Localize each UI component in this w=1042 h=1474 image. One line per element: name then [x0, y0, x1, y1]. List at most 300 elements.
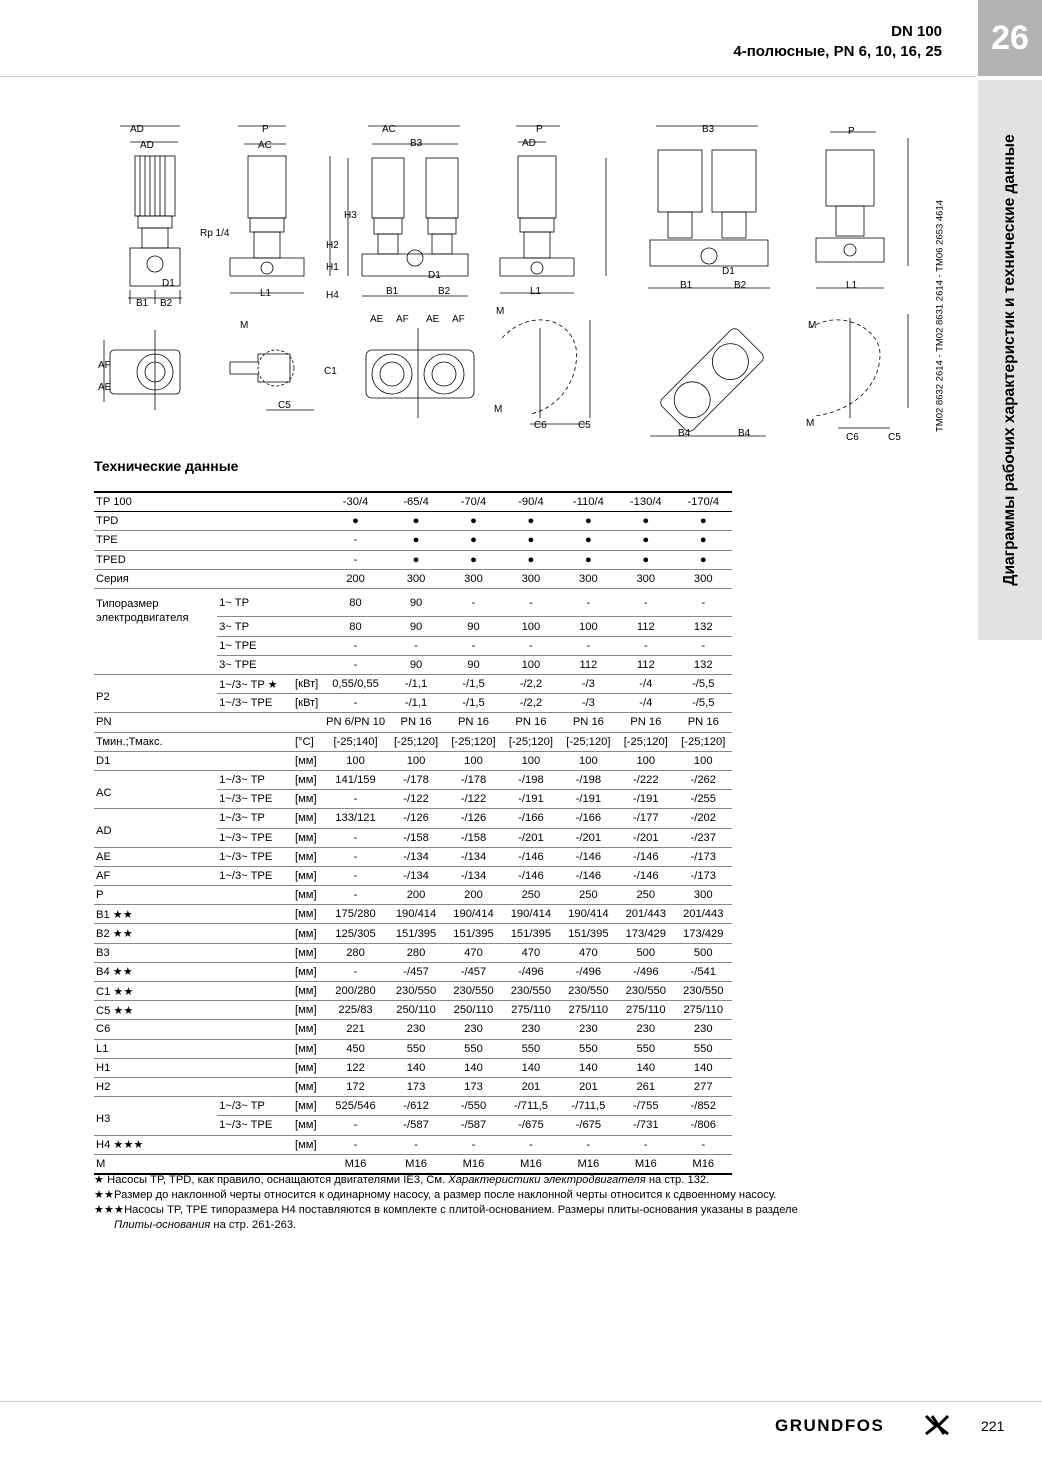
drawing-front-tpe: [648, 126, 770, 436]
table-cell: [293, 512, 324, 531]
table-cell: -: [617, 1135, 674, 1154]
table-cell: -/1,1: [387, 694, 444, 713]
table-cell: H1: [94, 1058, 217, 1077]
table-cell: -: [324, 790, 388, 809]
table-cell: -/731: [617, 1116, 674, 1135]
table-cell: 201/443: [617, 905, 674, 924]
table-cell: 90: [445, 655, 502, 674]
table-row: [94, 751, 732, 770]
table-cell: [217, 713, 293, 732]
table-cell: 300: [675, 569, 732, 588]
table-cell: 1~ TP: [217, 588, 293, 617]
table-cell: M16: [675, 1154, 732, 1174]
table-cell: 250/110: [387, 1001, 444, 1020]
table-cell: 140: [502, 1058, 559, 1077]
dim-label-m: M: [240, 320, 249, 331]
table-cell: -/496: [560, 962, 617, 981]
table-cell: -65/4: [387, 492, 444, 512]
table-cell: [кВт]: [293, 694, 324, 713]
spec-table: [94, 491, 732, 1175]
dim-label-h3: H3: [344, 210, 357, 221]
table-cell: [217, 550, 293, 569]
table-cell: P2: [96, 690, 110, 703]
table-cell: [217, 751, 293, 770]
table-cell: -/134: [445, 866, 502, 885]
table-cell: [217, 512, 293, 531]
table-cell: TPED: [94, 550, 217, 569]
table-cell: 225/83: [324, 1001, 388, 1020]
dim-label-h1: H1: [326, 262, 339, 273]
table-cell: -/177: [617, 809, 674, 828]
table-cell: -/222: [617, 770, 674, 789]
table-cell: 525/546: [324, 1097, 388, 1116]
table-cell: 1~/3~ TPE: [217, 847, 293, 866]
table-cell: -: [387, 636, 444, 655]
table-cell: 261: [617, 1077, 674, 1096]
table-cell: 173/429: [617, 924, 674, 943]
table-cell: -/146: [560, 866, 617, 885]
table-cell: -/550: [445, 1097, 502, 1116]
table-cell: 300: [675, 886, 732, 905]
table-row: [94, 886, 732, 905]
table-cell: 151/395: [387, 924, 444, 943]
table-cell: 1~/3~ TPE: [217, 828, 293, 847]
table-cell: 100: [324, 751, 388, 770]
table-cell: [217, 531, 293, 550]
table-cell: 140: [560, 1058, 617, 1077]
table-cell: B1 ★★: [94, 905, 217, 924]
table-cell: B2 ★★: [94, 924, 217, 943]
table-cell: -/4: [617, 675, 674, 694]
table-cell: 1~/3~ TPE: [217, 1116, 293, 1135]
table-cell: 140: [387, 1058, 444, 1077]
table-cell: -/198: [502, 770, 559, 789]
table-row: [94, 924, 732, 943]
table-row: [94, 636, 732, 655]
dim-label-h4: H4: [326, 290, 339, 301]
table-cell: -/675: [502, 1116, 559, 1135]
dim-label-c5-twin: C5: [578, 420, 591, 431]
dim-label-ae-twin: AE: [370, 314, 384, 325]
table-cell: -/201: [502, 828, 559, 847]
dim-label-af-twin: AF: [396, 314, 409, 325]
table-cell: 230: [675, 1020, 732, 1039]
table-cell: -/146: [617, 847, 674, 866]
table-cell: C5 ★★: [94, 1001, 217, 1020]
table-cell: TP 100: [94, 492, 217, 512]
table-cell: -/496: [617, 962, 674, 981]
table-cell: [293, 569, 324, 588]
table-cell: [217, 943, 293, 962]
table-row: [94, 982, 732, 1001]
table-cell: -/178: [445, 770, 502, 789]
dim-label-m-twin: M: [496, 306, 505, 317]
table-cell: 230: [387, 1020, 444, 1039]
dim-label-b1: B1: [136, 298, 149, 309]
table-cell: [мм]: [293, 1135, 324, 1154]
table-row: [94, 847, 732, 866]
table-cell: [мм]: [293, 847, 324, 866]
table-cell: 80: [324, 588, 388, 617]
table-cell: 550: [445, 1039, 502, 1058]
table-cell: 300: [445, 569, 502, 588]
table-cell: [мм]: [293, 828, 324, 847]
grundfos-logo-icon: [924, 1414, 950, 1436]
dim-label-c5-tpe: C5: [888, 432, 901, 443]
table-cell: PN 16: [617, 713, 674, 732]
table-cell: [мм]: [293, 943, 324, 962]
table-cell: 250: [502, 886, 559, 905]
table-cell: ●: [617, 550, 674, 569]
dim-label-b1-tpe: B1: [680, 280, 693, 291]
table-cell: 1~/3~ TPE: [217, 790, 293, 809]
table-cell: -: [560, 1135, 617, 1154]
table-cell: -170/4: [675, 492, 732, 512]
dim-label-d1-tpe: D1: [722, 266, 735, 277]
table-cell: 80: [324, 617, 388, 636]
dim-label-b3-tpe: B3: [702, 124, 715, 135]
table-cell: Тмин.;Тмакс.: [94, 732, 217, 751]
table-cell: 470: [445, 943, 502, 962]
table-cell: 190/414: [560, 905, 617, 924]
table-cell: [217, 924, 293, 943]
table-cell: -/711,5: [502, 1097, 559, 1116]
drawing-side-twin: [500, 126, 606, 424]
table-cell: B4 ★★: [94, 962, 217, 981]
table-cell: [мм]: [293, 1097, 324, 1116]
table-cell: 500: [675, 943, 732, 962]
table-cell: 100: [617, 751, 674, 770]
dim-label-c5: C5: [278, 400, 291, 411]
header-dn: DN 100: [891, 23, 942, 40]
table-cell: AD: [96, 825, 112, 837]
table-row: [94, 866, 732, 885]
table-cell: [94, 636, 217, 655]
table-cell: -/3: [560, 694, 617, 713]
table-cell: 230/550: [502, 982, 559, 1001]
table-cell: [-25;120]: [675, 732, 732, 751]
table-cell: -/122: [387, 790, 444, 809]
table-cell: -/173: [675, 866, 732, 885]
table-cell: -/4: [617, 694, 674, 713]
dim-label-d1-twin: D1: [428, 270, 441, 281]
table-cell: -/675: [560, 1116, 617, 1135]
table-cell: 300: [617, 569, 674, 588]
table-cell: 201/443: [675, 905, 732, 924]
table-row: [94, 1135, 732, 1154]
table-cell: -/202: [675, 809, 732, 828]
table-cell: P: [94, 886, 217, 905]
table-cell: AC: [96, 786, 112, 799]
table-cell: 500: [617, 943, 674, 962]
table-cell: 1~/3~ TP: [217, 1097, 293, 1116]
table-cell: 1~ TPE: [217, 636, 293, 655]
table-cell: -/711,5: [560, 1097, 617, 1116]
table-row: [94, 531, 732, 550]
page-number: 221: [981, 1418, 1005, 1434]
dim-label-rp: Rp 1/4: [200, 228, 230, 239]
table-cell: [217, 492, 293, 512]
table-cell: -: [324, 655, 388, 674]
table-cell: Серия: [94, 569, 217, 588]
table-cell: -/1,5: [445, 675, 502, 694]
table-cell: -: [675, 1135, 732, 1154]
table-cell: 200: [387, 886, 444, 905]
table-cell: -/178: [387, 770, 444, 789]
table-row: [94, 569, 732, 588]
table-cell: 190/414: [445, 905, 502, 924]
table-cell: 201: [560, 1077, 617, 1096]
table-cell: -/173: [675, 847, 732, 866]
table-row: [94, 1097, 732, 1116]
table-cell: -/191: [502, 790, 559, 809]
table-cell: PN 16: [502, 713, 559, 732]
table-cell: 125/305: [324, 924, 388, 943]
dim-label-m-tpe2: M: [806, 418, 815, 429]
table-cell: PN 16: [445, 713, 502, 732]
table-cell: 151/395: [445, 924, 502, 943]
table-cell: [мм]: [293, 809, 324, 828]
table-cell: 200: [324, 569, 388, 588]
table-row: [94, 550, 732, 569]
table-cell: 100: [560, 617, 617, 636]
table-cell: [мм]: [293, 866, 324, 885]
table-cell: 100: [502, 617, 559, 636]
footnote-3-cont: Плиты-основания на стр. 261-263.: [114, 1219, 297, 1231]
table-cell: 140: [445, 1058, 502, 1077]
table-cell: [217, 905, 293, 924]
table-cell: 280: [387, 943, 444, 962]
table-cell: 112: [617, 617, 674, 636]
table-cell: 275/110: [617, 1001, 674, 1020]
drawing-codes: TM02 8632 2614 - TM02 8631 2614 - TM06 2653 4614: [934, 199, 946, 433]
table-cell: [217, 1135, 293, 1154]
table-cell: [-25;120]: [617, 732, 674, 751]
table-cell: -/2,2: [502, 694, 559, 713]
table-cell: -/158: [445, 828, 502, 847]
table-cell: 175/280: [324, 905, 388, 924]
table-cell: -/126: [387, 809, 444, 828]
table-cell: [мм]: [293, 1020, 324, 1039]
table-cell: -/146: [502, 866, 559, 885]
table-cell: 230/550: [387, 982, 444, 1001]
grundfos-logo: GRUNDFOS: [775, 1416, 885, 1435]
table-cell: 300: [502, 569, 559, 588]
table-cell: -/201: [617, 828, 674, 847]
table-cell: 201: [502, 1077, 559, 1096]
table-cell: [217, 569, 293, 588]
table-cell: 100: [560, 751, 617, 770]
table-cell: ●: [560, 512, 617, 531]
table-cell: 90: [387, 655, 444, 674]
table-cell: ●: [445, 512, 502, 531]
table-cell: 230/550: [560, 982, 617, 1001]
table-cell: 151/395: [502, 924, 559, 943]
table-cell: -/457: [445, 962, 502, 981]
table-cell: 151/395: [560, 924, 617, 943]
table-cell: ●: [675, 550, 732, 569]
table-cell: [217, 1058, 293, 1077]
table-cell: TPE: [94, 531, 217, 550]
table-cell: 112: [617, 655, 674, 674]
table-cell: 550: [675, 1039, 732, 1058]
table-cell: TPD: [94, 512, 217, 531]
footer-divider: [0, 1401, 1042, 1402]
table-cell: -130/4: [617, 492, 674, 512]
table-cell: -/134: [387, 847, 444, 866]
dim-label-c6: C6: [534, 420, 547, 431]
table-cell: -/126: [445, 809, 502, 828]
table-cell: -: [675, 588, 732, 617]
table-cell: 230/550: [445, 982, 502, 1001]
table-cell: -/541: [675, 962, 732, 981]
table-cell: 250: [560, 886, 617, 905]
table-cell: 550: [502, 1039, 559, 1058]
table-cell: [°C]: [293, 732, 324, 751]
table-cell: [217, 1154, 293, 1174]
table-cell: H4 ★★★: [94, 1135, 217, 1154]
dim-label-p-twin: P: [536, 124, 543, 135]
table-cell: PN 16: [675, 713, 732, 732]
table-cell: -/146: [560, 847, 617, 866]
table-cell: -/1,1: [387, 675, 444, 694]
table-row: [94, 809, 732, 828]
table-cell: ●: [502, 550, 559, 569]
table-cell: 141/159: [324, 770, 388, 789]
dim-label-b4: B4: [678, 428, 691, 439]
table-cell: -/262: [675, 770, 732, 789]
dim-label-p-tpe: P: [848, 126, 855, 137]
table-cell: -: [324, 847, 388, 866]
table-cell: 173: [387, 1077, 444, 1096]
table-cell: -110/4: [560, 492, 617, 512]
table-row: [94, 675, 732, 694]
table-cell: [мм]: [293, 886, 324, 905]
drawing-front-single: [104, 126, 182, 410]
table-cell: M16: [445, 1154, 502, 1174]
table-cell: [кВт]: [293, 675, 324, 694]
table-cell: 173/429: [675, 924, 732, 943]
table-cell: 300: [560, 569, 617, 588]
dim-label-d1: D1: [162, 278, 175, 289]
table-cell: ●: [675, 531, 732, 550]
table-cell: B3: [94, 943, 217, 962]
header-pn: 4-полюсные, PN 6, 10, 16, 25: [733, 43, 942, 60]
table-cell: -: [675, 636, 732, 655]
dim-label-ac-twin: AC: [382, 124, 396, 135]
table-cell: [217, 1001, 293, 1020]
table-cell: -/3: [560, 675, 617, 694]
table-cell: 275/110: [502, 1001, 559, 1020]
table-cell: 230: [502, 1020, 559, 1039]
table-cell: -: [324, 636, 388, 655]
table-cell: 280: [324, 943, 388, 962]
table-cell: -: [502, 636, 559, 655]
drawing-side-tpe: [810, 132, 908, 428]
table-cell: M16: [617, 1154, 674, 1174]
table-row: [94, 655, 732, 674]
table-cell: PN 6/PN 10: [324, 713, 388, 732]
table-cell: ●: [324, 512, 388, 531]
table-cell: -: [502, 588, 559, 617]
table-cell: -/191: [617, 790, 674, 809]
table-cell: PN: [94, 713, 217, 732]
dim-label-ad-twin: AD: [522, 138, 536, 149]
table-cell: ●: [675, 512, 732, 531]
table-cell: 275/110: [675, 1001, 732, 1020]
table-cell: 230: [445, 1020, 502, 1039]
table-cell: 100: [387, 751, 444, 770]
table-cell: [293, 655, 324, 674]
table-cell: 140: [617, 1058, 674, 1077]
table-cell: 133/121: [324, 809, 388, 828]
dim-label-c6-tpe: C6: [846, 432, 859, 443]
table-cell: -/166: [502, 809, 559, 828]
dim-label-b1-twin: B1: [386, 286, 399, 297]
table-cell: D1: [94, 751, 217, 770]
table-cell: ●: [502, 531, 559, 550]
table-cell: [мм]: [293, 770, 324, 789]
table-cell: [-25;120]: [502, 732, 559, 751]
table-cell: 112: [560, 655, 617, 674]
table-cell: C1 ★★: [94, 982, 217, 1001]
table-cell: 132: [675, 655, 732, 674]
table-cell: -70/4: [445, 492, 502, 512]
table-cell: 550: [560, 1039, 617, 1058]
table-cell: [мм]: [293, 1058, 324, 1077]
table-cell: -: [324, 866, 388, 885]
table-cell: PN 16: [387, 713, 444, 732]
table-cell: 173: [445, 1077, 502, 1096]
table-cell: 470: [560, 943, 617, 962]
dim-label-ad: AD: [130, 124, 144, 135]
table-cell: -/587: [445, 1116, 502, 1135]
table-cell: 100: [445, 751, 502, 770]
dim-label-m-tpe: M: [808, 320, 817, 331]
header-title: [733, 22, 942, 62]
table-cell: -: [617, 588, 674, 617]
table-cell: 250/110: [445, 1001, 502, 1020]
table-cell: -/5,5: [675, 694, 732, 713]
table-cell: 3~ TP: [217, 617, 293, 636]
table-cell: 100: [675, 751, 732, 770]
table-cell: 132: [675, 617, 732, 636]
table-cell: -: [324, 962, 388, 981]
table-cell: [мм]: [293, 1001, 324, 1020]
table-cell: -/166: [560, 809, 617, 828]
table-cell: M16: [324, 1154, 388, 1174]
dim-label-ae: AE: [98, 382, 112, 393]
table-cell: -/755: [617, 1097, 674, 1116]
table-cell: -/612: [387, 1097, 444, 1116]
table-cell: ●: [617, 512, 674, 531]
dim-label-b2: B2: [160, 298, 173, 309]
table-cell: -: [324, 886, 388, 905]
table-cell: -: [445, 588, 502, 617]
table-row: [94, 1020, 732, 1039]
table-cell: -/146: [502, 847, 559, 866]
table-cell: 172: [324, 1077, 388, 1096]
dim-label-m-twin2: M: [494, 404, 503, 415]
table-header-row: [94, 492, 732, 512]
table-cell: 1~/3~ TPE: [217, 694, 293, 713]
table-cell: ●: [387, 531, 444, 550]
table-cell: [-25;140]: [324, 732, 388, 751]
table-cell: -: [387, 1135, 444, 1154]
table-cell: [217, 982, 293, 1001]
dim-label-p: P: [262, 124, 269, 135]
table-cell: H2: [94, 1077, 217, 1096]
